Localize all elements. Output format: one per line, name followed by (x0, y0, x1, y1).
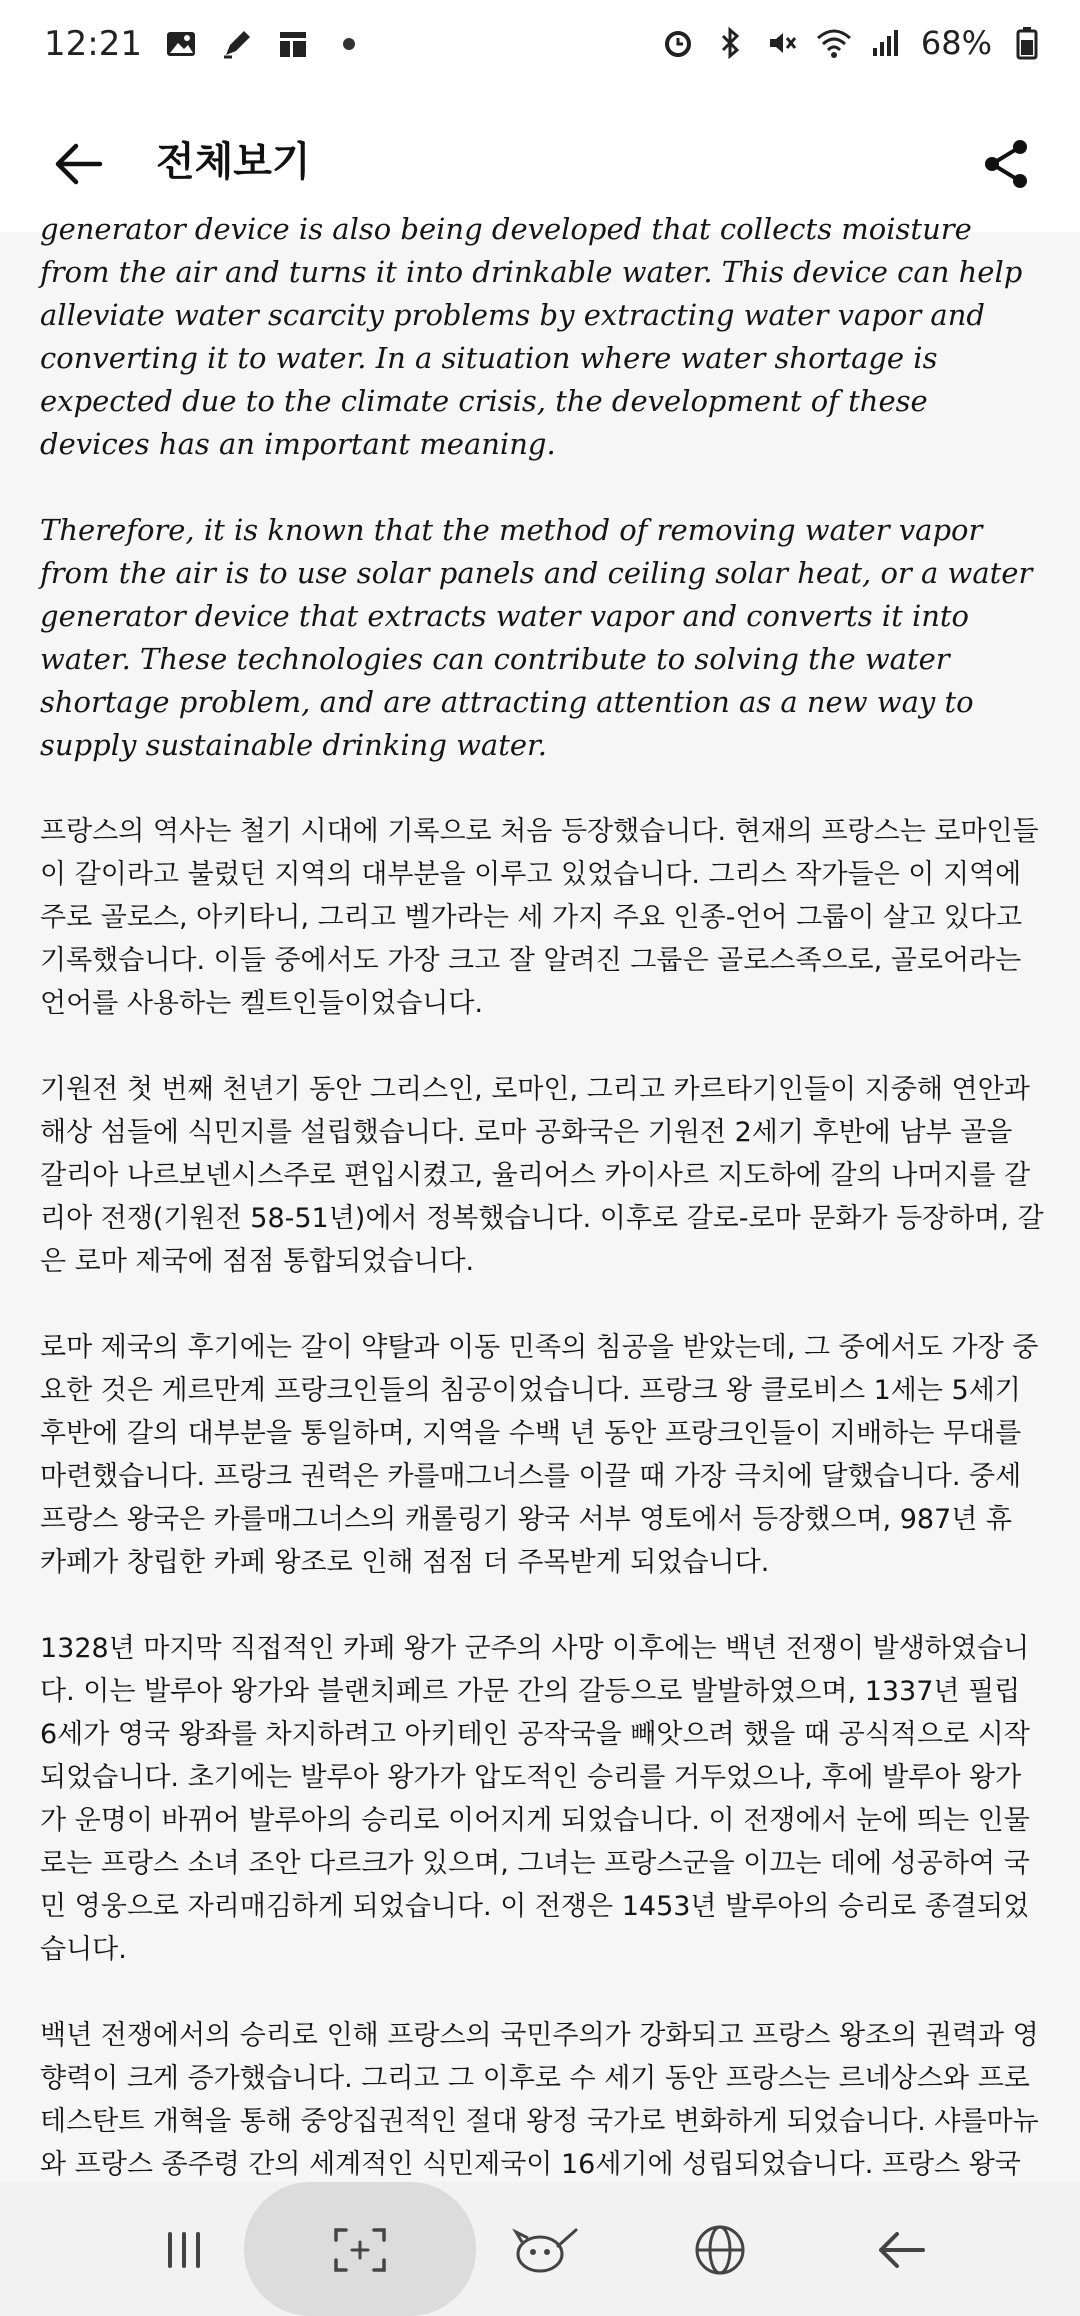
gallery-icon (164, 27, 198, 61)
mute-icon (765, 26, 799, 60)
screen-capture-icon (332, 2226, 388, 2274)
recent-apps-button[interactable] (124, 2202, 244, 2298)
nav-back-button[interactable] (842, 2202, 962, 2298)
wifi-icon (817, 26, 851, 60)
share-icon (982, 138, 1030, 190)
back-button[interactable] (40, 126, 116, 202)
battery-percent: 68% (920, 24, 992, 62)
globe-icon (693, 2223, 747, 2277)
status-time: 12:21 (44, 24, 142, 64)
paragraph-6: 1328년 마지막 직접적인 카페 왕가 군주의 사망 이후에는 백년 전쟁이 발생하였습니다. 이는 발루아 왕가와 블랜치페르 가문 간의 갈등으로 발발하였으며, 1337년 필립 6세가 영국 왕좌를 차지하려고 아키테인 공작국을 빼앗으려 했을 때 공식적으로 시작되었습니다. 초기에는 발루아 왕가가 압도적인 승리를 거두었으나, 후에 발루아 왕가가 운명이 바뀌어 발루아의 승리로 이어지게 되었습니다. 이 전쟁에서 눈에 띄는 인물로는 프랑스 소녀 조안 다르크가 있으며, 그녀는 프랑스군을 이끄는 데에 성공하여 국민 영웅으로 자리매김하게 되었습니다. 이 전쟁은 1453년 발루아의 승리로 종결되었습니다. (40, 1633, 1030, 1965)
grid-icon (276, 27, 310, 61)
paragraph-1: generator device is also being developed that collects moisture from the air and turns it into drinkable water. This device can help alleviate water scarcity problems by extracting water vapor and converting it to water. In a situation where water shortage is expected due to the climate crisis, the development of these devices has an important meaning. (40, 212, 1023, 461)
sticker-button[interactable] (486, 2202, 606, 2298)
signal-icon (869, 26, 903, 60)
alarm-icon (661, 26, 695, 60)
navigation-bar (0, 2182, 1080, 2316)
screen-capture-button[interactable] (300, 2202, 420, 2298)
pen-icon (220, 27, 254, 61)
dot-icon (332, 27, 366, 61)
paragraph-2: Therefore, it is known that the method of removing water vapor from the air is to use solar panels and ceiling solar heat, or a water generator device that extracts water vapor and converts it into water. These technologies can contribute to solving the water shortage problem, and are attracting attention as a new way to supply sustainable drinking water. (40, 513, 1033, 762)
status-bar (0, 0, 1080, 96)
document-text (40, 208, 1045, 2272)
paragraph-7: 백년 전쟁에서의 승리로 인해 프랑스의 국민주의가 강화되고 프랑스 왕조의 권력과 영향력이 크게 증가했습니다. 그리고 그 이후로 수 세기 동안 프랑스는 르네상스와 프로테스탄트 개혁을 통해 중앙집권적인 절대 왕정 국가로 변화하게 되었습니다. 샤를마뉴와 프랑스 종주령 간의 세계적인 식민제국이 16세기에 성립되었습니다. 프랑스 왕국 (40, 2020, 1039, 2180)
bluetooth-icon (713, 26, 747, 60)
share-button[interactable] (968, 126, 1044, 202)
arrow-left-icon (52, 142, 104, 186)
language-button[interactable] (660, 2202, 780, 2298)
character-sticker-icon (510, 2224, 582, 2276)
paragraph-4: 기원전 첫 번째 천년기 동안 그리스인, 로마인, 그리고 카르타기인들이 지중해 연안과 해상 섬들에 식민지를 설립했습니다. 로마 공화국은 기원전 2세기 후반에 남부 골을 갈리아 나르보넨시스주로 편입시켰고, 율리어스 카이사르 지도하에 갈의 나머지를 갈리아 전쟁(기원전 58-51년)에서 정복했습니다. 이후로 갈로-로마 문화가 등장하며, 갈은 로마 제국에 점점 통합되었습니다. (40, 1074, 1044, 1277)
recent-apps-icon (162, 2230, 206, 2270)
document-content[interactable] (0, 212, 1080, 2182)
battery-icon (1010, 26, 1044, 60)
page-title: 전체보기 (156, 139, 311, 185)
back-arrow-icon (877, 2230, 927, 2270)
paragraph-3: 프랑스의 역사는 철기 시대에 기록으로 처음 등장했습니다. 현재의 프랑스는 로마인들이 갈이라고 불렀던 지역의 대부분을 이루고 있었습니다. 그리스 작가들은 이 지역에 주로 골로스, 아키타니, 그리고 벨가라는 세 가지 주요 인종-언어 그룹이 살고 있다고 기록했습니다. 이들 중에서도 가장 크고 잘 알려진 그룹은 골로스족으로, 골로어라는 언어를 사용하는 켈트인들이었습니다. (40, 816, 1039, 1019)
paragraph-5: 로마 제국의 후기에는 갈이 약탈과 이동 민족의 침공을 받았는데, 그 중에서도 가장 중요한 것은 게르만계 프랑크인들의 침공이었습니다. 프랑크 왕 클로비스 1세는 5세기 후반에 갈의 대부분을 통일하며, 지역을 수백 년 동안 프랑크인들이 지배하는 무대를 마련했습니다. 프랑크 권력은 카를매그너스를 이끌 때 가장 극치에 달했습니다. 중세 프랑스 왕국은 카를매그너스의 캐롤링기 왕국 서부 영토에서 등장했으며, 987년 휴 카페가 창립한 카페 왕조로 인해 점점 더 주목받게 되었습니다. (40, 1332, 1039, 1578)
